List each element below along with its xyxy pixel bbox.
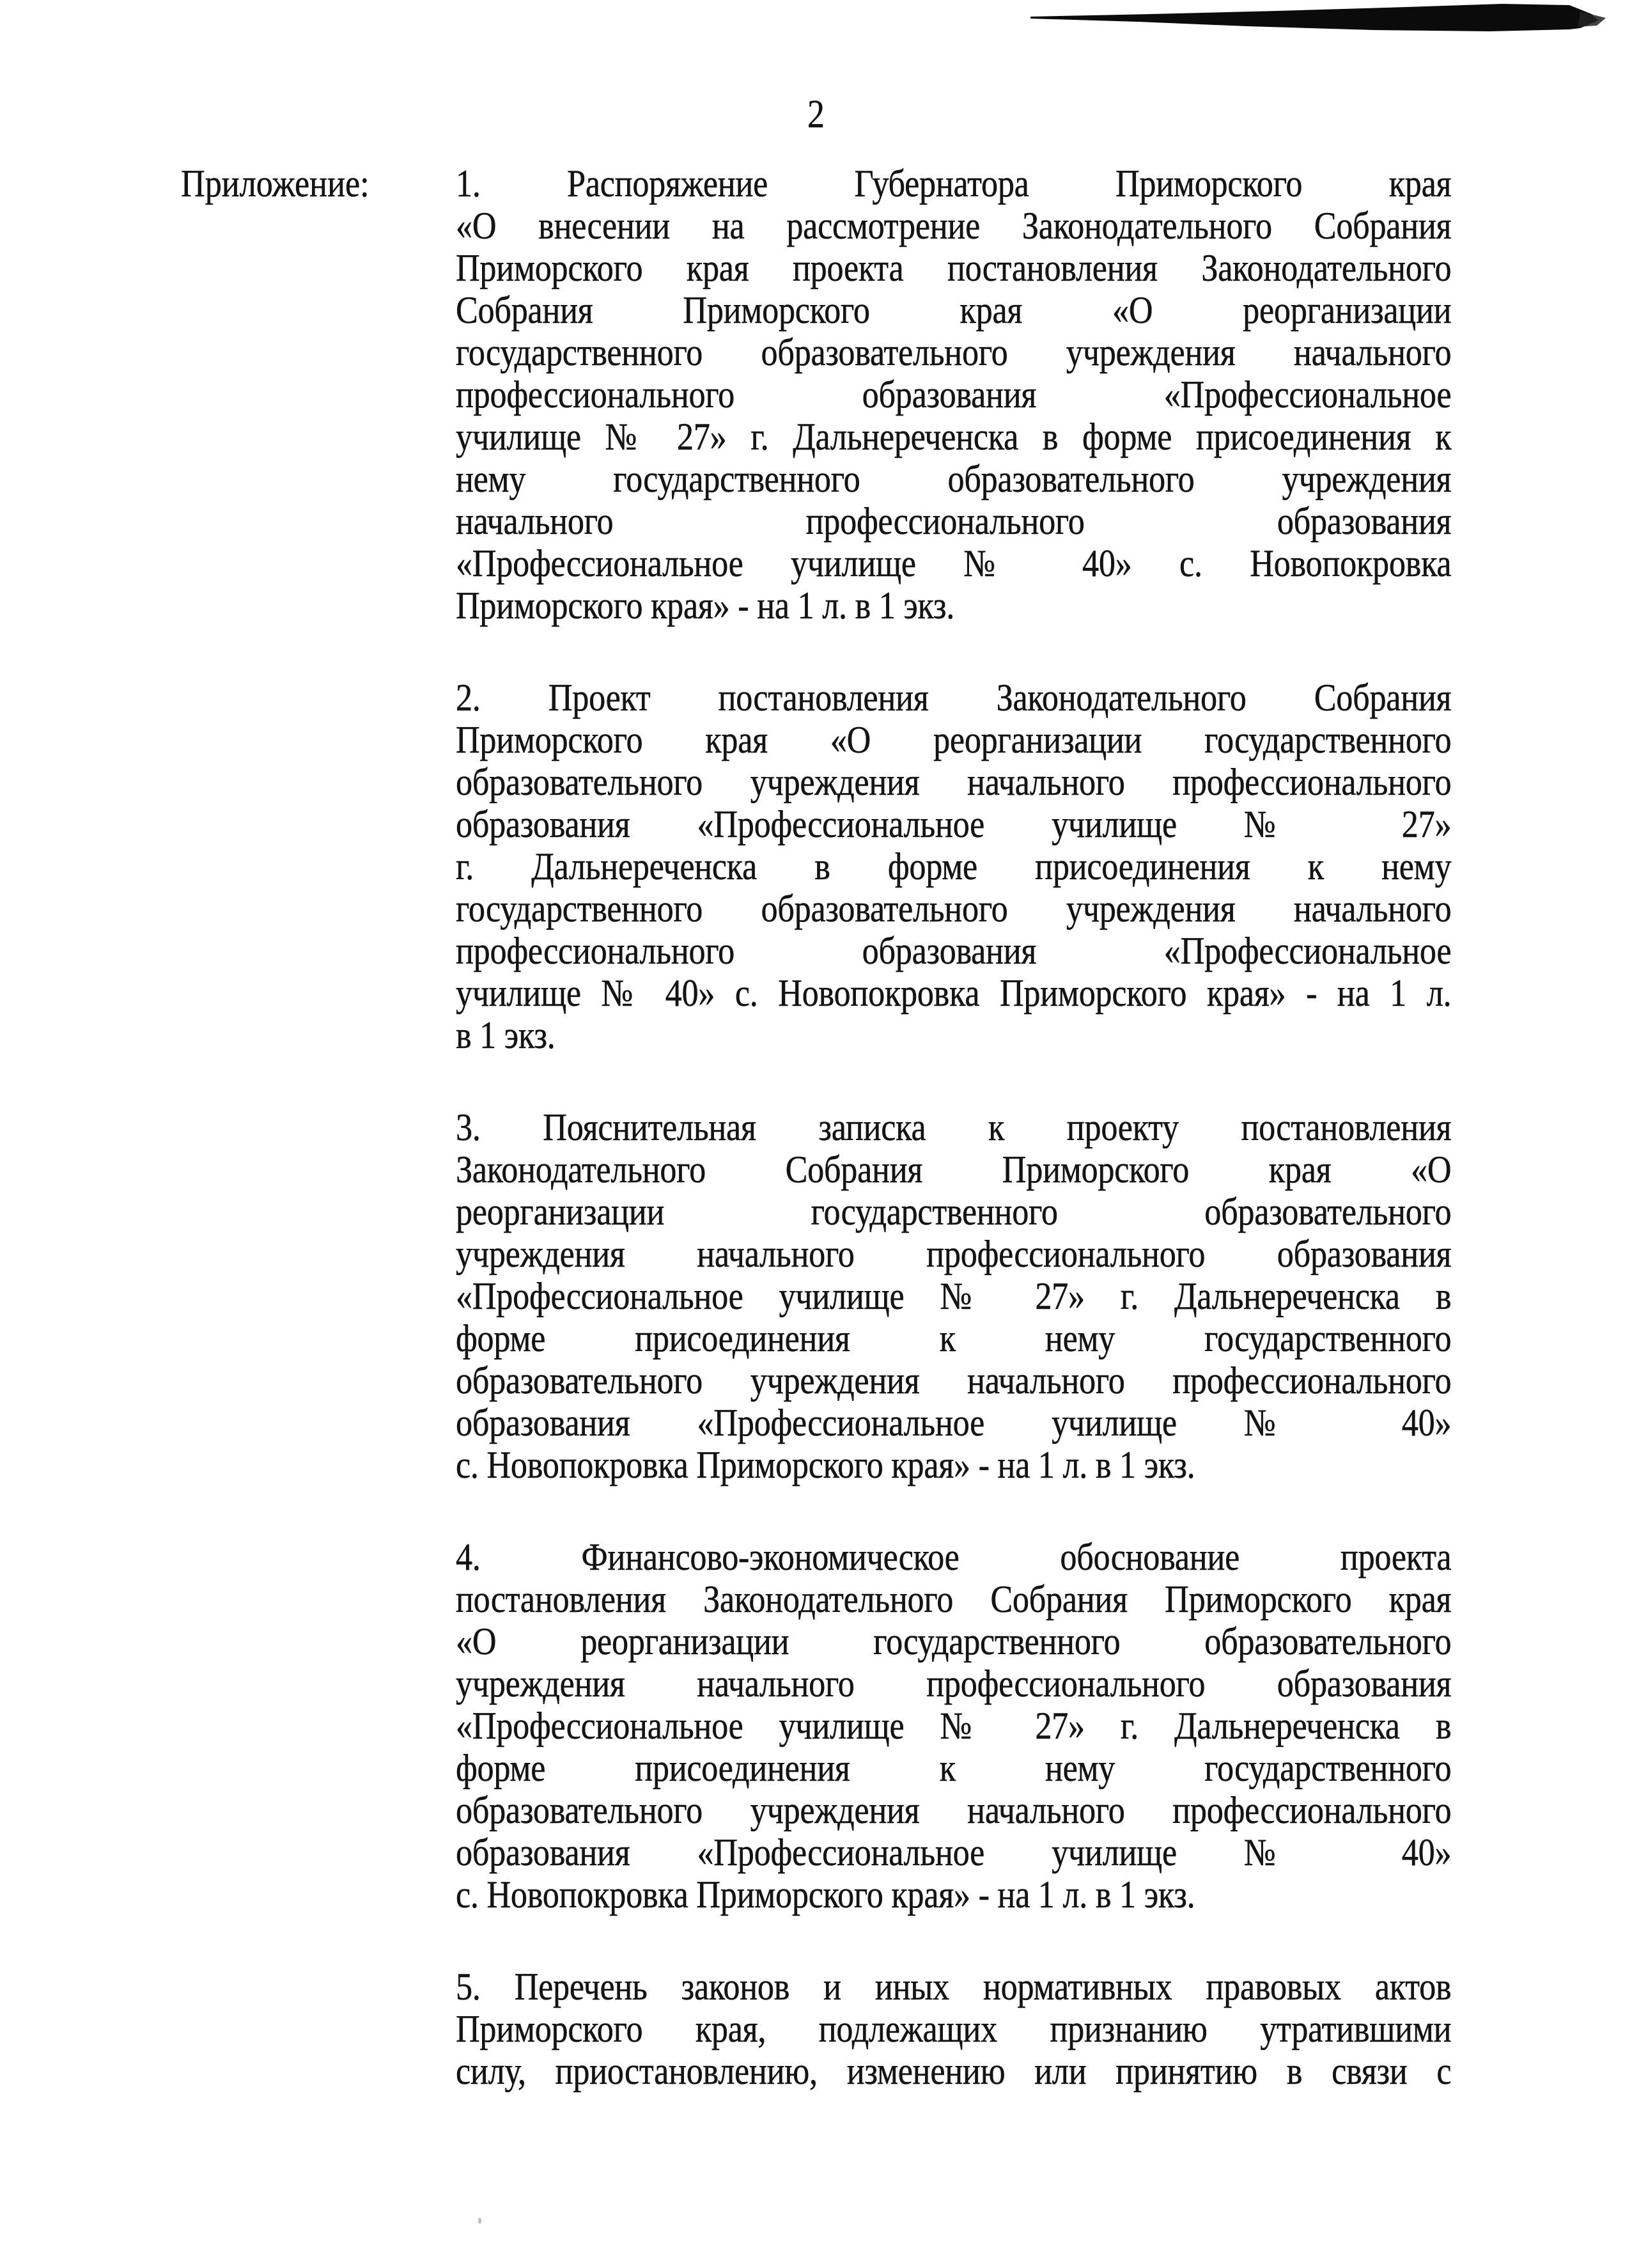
attachment-line: Приморского края» - на 1 л. в 1 экз. <box>456 584 955 627</box>
attachment-line: образовательного учреждения начального профессионального <box>456 1359 1452 1402</box>
attachment-line: «Профессиональное училище № 27» г. Дальнереченска в <box>456 1705 1452 1747</box>
attachment-item-1 <box>456 162 1600 627</box>
page-number: 2 <box>807 93 825 136</box>
attachment-line: силу, приостановлению, изменению или принятию в связи с <box>456 2050 1452 2092</box>
attachment-line: Собрания Приморского края «О реорганизации <box>456 289 1452 331</box>
attachment-line: профессионального образования «Профессиональное <box>456 930 1452 972</box>
attachment-line: образования «Профессиональное училище № 40» <box>456 1831 1452 1873</box>
attachment-line: в 1 экз. <box>456 1014 556 1056</box>
attachment-line: образования «Профессиональное училище № 27» <box>456 803 1452 845</box>
attachment-line: начального профессионального образования <box>456 500 1452 542</box>
attachment-line: форме присоединения к нему государственного <box>456 1747 1452 1789</box>
attachment-line: 4. Финансово-экономическое обоснование проекта <box>456 1536 1452 1578</box>
attachment-item-3 <box>456 1106 1600 1486</box>
attachment-line: училище № 40» с. Новопокровка Приморского края» - на 1 л. <box>456 972 1452 1014</box>
attachment-line: «О реорганизации государственного образовательного <box>456 1620 1452 1662</box>
attachment-line: «Профессиональное училище № 27» г. Дальнереченска в <box>456 1275 1452 1317</box>
attachment-line: с. Новопокровка Приморского края» - на 1 л. в 1 экз. <box>456 1873 1195 1916</box>
scan-streak-shape <box>1030 4 1598 31</box>
attachment-line: г. Дальнереченска в форме присоединения к нему <box>456 845 1452 888</box>
attachment-line: образования «Профессиональное училище № 40» <box>456 1402 1452 1444</box>
attachment-line: с. Новопокровка Приморского края» - на 1 л. в 1 экз. <box>456 1444 1195 1486</box>
attachment-line: «Профессиональное училище № 40» с. Новопокровка <box>456 542 1452 584</box>
attachments-list <box>456 162 1600 2092</box>
scan-speck-artifact <box>478 2217 481 2224</box>
attachment-line: реорганизации государственного образовательного <box>456 1191 1452 1233</box>
scan-streak-tail <box>1578 12 1606 27</box>
scan-streak-artifact <box>0 0 1632 58</box>
attachment-line: государственного образовательного учреждения начального <box>456 331 1452 373</box>
attachment-line: 5. Перечень законов и иных нормативных правовых актов <box>456 1966 1452 2008</box>
attachment-line: «О внесении на рассмотрение Законодательного Собрания <box>456 205 1452 247</box>
attachment-line: постановления Законодательного Собрания Приморского края <box>456 1578 1452 1620</box>
attachment-line: 2. Проект постановления Законодательного Собрания <box>456 676 1452 719</box>
attachment-line: Приморского края проекта постановления Законодательного <box>456 247 1452 289</box>
attachment-line: профессионального образования «Профессиональное <box>456 373 1452 416</box>
attachment-line: учреждения начального профессионального образования <box>456 1662 1452 1705</box>
attachment-label: Приложение: <box>181 162 369 205</box>
attachment-line: учреждения начального профессионального образования <box>456 1233 1452 1275</box>
attachment-line: нему государственного образовательного учреждения <box>456 458 1452 500</box>
attachment-line: образовательного учреждения начального профессионального <box>456 761 1452 803</box>
attachment-line: 3. Пояснительная записка к проекту постановления <box>456 1106 1452 1148</box>
attachment-line: форме присоединения к нему государственного <box>456 1317 1452 1359</box>
attachment-item-5 <box>456 1966 1600 2092</box>
attachment-item-4 <box>456 1536 1600 1916</box>
attachment-line: государственного образовательного учреждения начального <box>456 888 1452 930</box>
attachment-line: Приморского края, подлежащих признанию утратившими <box>456 2008 1452 2050</box>
attachment-item-2 <box>456 676 1600 1056</box>
attachment-line: образовательного учреждения начального профессионального <box>456 1789 1452 1831</box>
attachment-line: 1. Распоряжение Губернатора Приморского края <box>456 162 1452 205</box>
attachment-line: Законодательного Собрания Приморского края «О <box>456 1148 1452 1191</box>
attachment-line: училище № 27» г. Дальнереченска в форме присоединения к <box>456 416 1452 458</box>
attachment-line: Приморского края «О реорганизации государственного <box>456 719 1452 761</box>
